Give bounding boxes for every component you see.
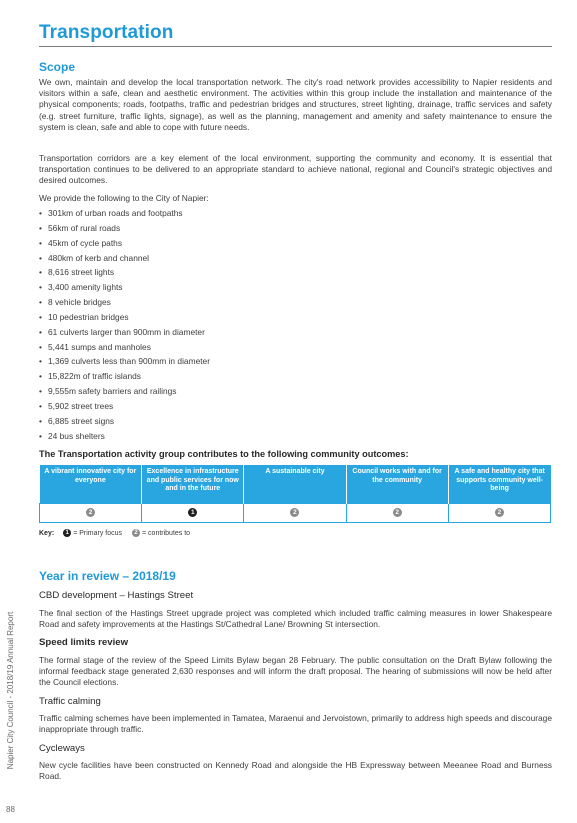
outcome-column-header: Excellence in infrastructure and public services for now and in the future bbox=[142, 465, 244, 504]
review-section-4-text-block bbox=[39, 760, 552, 782]
list-item: • 301km of urban roads and footpaths bbox=[39, 206, 552, 221]
outcome-column-header: Council works with and for the community bbox=[346, 465, 448, 504]
page-title: Transportation bbox=[39, 22, 174, 43]
section-heading: Cycleways bbox=[39, 743, 85, 754]
review-heading-block bbox=[39, 569, 552, 583]
scope-para-1-block bbox=[39, 77, 552, 133]
outcomes-header-row bbox=[40, 465, 551, 504]
key-secondary-text: = contributes to bbox=[142, 529, 191, 537]
key-primary-text: = Primary focus bbox=[73, 529, 123, 537]
section-text: New cycle facilities have been constructed on Kennedy Road and alongside the HB Expressway between Meeanee Road and Burness Road. bbox=[39, 760, 552, 782]
section-text: The formal stage of the review of the Speed Limits Bylaw began 28 February. The public consultation on the Draft Bylaw following the informal feedback stage generated 2,630 responses and will inform the draft proposal. The hearing of submissions will now be held after the Council elections. bbox=[39, 655, 552, 688]
scope-section bbox=[39, 60, 552, 74]
list-item: • 10 pedestrian bridges bbox=[39, 310, 552, 325]
list-item: • 5,441 sumps and manholes bbox=[39, 340, 552, 355]
contributes-icon: 2 bbox=[495, 508, 504, 517]
list-item: • 56km of rural roads bbox=[39, 221, 552, 236]
list-item: • 45km of cycle paths bbox=[39, 236, 552, 251]
outcomes-marker-row bbox=[40, 504, 551, 523]
list-item: • 3,400 amenity lights bbox=[39, 280, 552, 295]
facts-list bbox=[39, 206, 552, 444]
list-item: • 61 culverts larger than 900mm in diameter bbox=[39, 325, 552, 340]
contributes-icon: 2 bbox=[86, 508, 95, 517]
section-heading: CBD development – Hastings Street bbox=[39, 590, 194, 601]
contributes-icon: 2 bbox=[132, 529, 140, 537]
outcome-column-header: A sustainable city bbox=[244, 465, 346, 504]
scope-heading: Scope bbox=[39, 60, 76, 74]
key-primary bbox=[63, 529, 122, 537]
review-section-2-heading-block bbox=[39, 637, 552, 648]
outcome-cell bbox=[40, 504, 142, 523]
section-text: Traffic calming schemes have been implemented in Tamatea, Maraenui and Jervoistown, primarily to address high speeds and discourage inappropriate through traffic. bbox=[39, 713, 552, 735]
scope-para-2-block bbox=[39, 153, 552, 187]
list-item: • 8 vehicle bridges bbox=[39, 295, 552, 310]
page-number: 88 bbox=[6, 805, 15, 814]
list-item: • 9,555m safety barriers and railings bbox=[39, 384, 552, 399]
review-section-4-heading-block bbox=[39, 743, 552, 754]
outcomes-table bbox=[39, 465, 551, 523]
list-item: • 480km of kerb and channel bbox=[39, 251, 552, 266]
section-heading: Speed limits review bbox=[39, 637, 129, 648]
key-secondary bbox=[132, 529, 190, 537]
list-item: • 8,616 street lights bbox=[39, 265, 552, 280]
outcomes-heading-block bbox=[39, 449, 552, 459]
review-heading: Year in review – 2018/19 bbox=[39, 569, 176, 583]
outcomes-heading: The Transportation activity group contributes to the following community outcomes: bbox=[39, 449, 409, 459]
key-legend-block bbox=[39, 529, 552, 537]
review-section-3-heading-block bbox=[39, 696, 552, 707]
list-item: • 6,885 street signs bbox=[39, 414, 552, 429]
list-item: • 24 bus shelters bbox=[39, 429, 552, 444]
review-section-1-text-block bbox=[39, 608, 552, 630]
outcome-column-header: A safe and healthy city that supports community well-being bbox=[448, 465, 550, 504]
list-item: • 15,822m of traffic islands bbox=[39, 369, 552, 384]
list-item: • 5,902 street trees bbox=[39, 399, 552, 414]
scope-para-1: We own, maintain and develop the local transportation network. The city's road network provides accessibility to Napier residents and visitors within a safe, clean and aesthetic environment. The activities within this group include the installation and maintenance of the physical components; roads, footpaths, traffic and pedestrian bridges and structures, street lighting, drainage, traffic services and safety (e.g. street furniture, traffic lights, signage), as well as the planning, management and amenity and safety maintenance to ensure the system is clean, safe and able to cope with future needs. bbox=[39, 77, 552, 132]
facts-list-block bbox=[39, 206, 552, 444]
review-section-2-text-block bbox=[39, 655, 552, 689]
report-side-label bbox=[5, 600, 17, 780]
contributes-icon: 2 bbox=[393, 508, 402, 517]
outcome-cell bbox=[346, 504, 448, 523]
outcomes-table-block bbox=[39, 465, 552, 523]
primary-focus-icon: 1 bbox=[188, 508, 197, 517]
key-legend bbox=[39, 529, 552, 537]
review-section-1-heading-block bbox=[39, 590, 552, 601]
outcome-cell bbox=[448, 504, 550, 523]
review-section-3-text-block bbox=[39, 713, 552, 735]
title-divider bbox=[39, 46, 552, 47]
section-heading: Traffic calming bbox=[39, 696, 101, 707]
list-item: • 1,369 culverts less than 900mm in diameter bbox=[39, 354, 552, 369]
list-intro: We provide the following to the City of Napier: bbox=[39, 193, 209, 203]
scope-para-2: Transportation corridors are a key element of the local environment, supporting the community and economy. It is essential that transportation continues to be delivered to an appropriate standard to achieve national, regional and Council's strategic objectives and desired outcomes. bbox=[39, 153, 552, 186]
key-label: Key: bbox=[39, 529, 55, 537]
section-text: The final section of the Hastings Street upgrade project was completed which included traffic calming measures in lower Shakespeare Road and safety improvements at the Hastings St/Cathedral Lane/ Browning St intersection. bbox=[39, 608, 552, 630]
list-intro-block bbox=[39, 193, 552, 204]
contributes-icon: 2 bbox=[290, 508, 299, 517]
primary-focus-icon: 1 bbox=[63, 529, 71, 537]
outcome-cell bbox=[142, 504, 244, 523]
outcome-column-header: A vibrant innovative city for everyone bbox=[40, 465, 142, 504]
report-side-text: Napier City Council - 2018/19 Annual Report bbox=[6, 611, 16, 769]
outcome-cell bbox=[244, 504, 346, 523]
